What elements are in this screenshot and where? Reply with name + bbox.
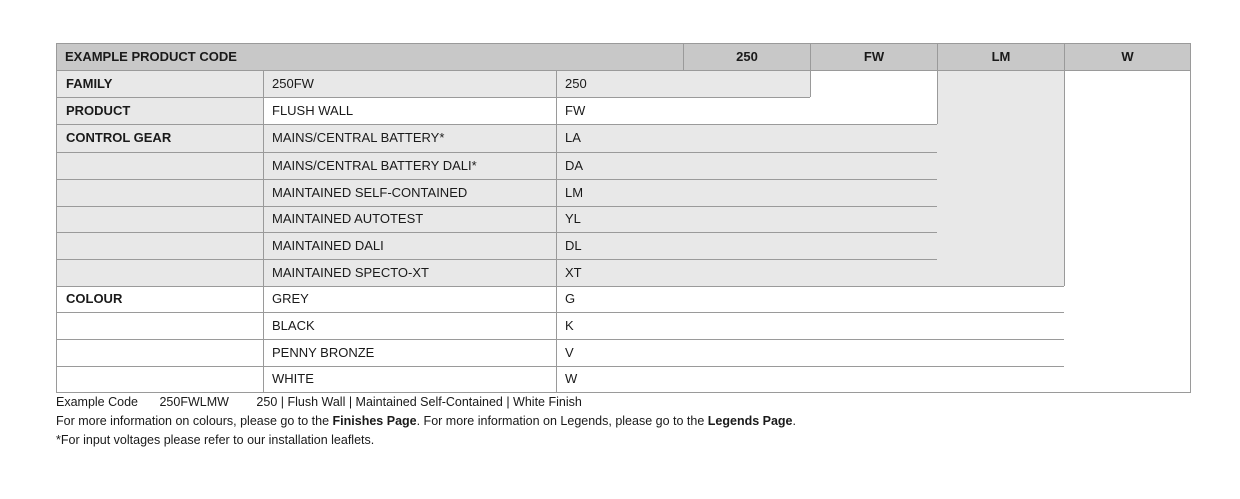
option-name: MAINTAINED SPECTO-XT bbox=[272, 265, 429, 280]
header-code-lm: LM bbox=[937, 43, 1064, 71]
option-name: FLUSH WALL bbox=[272, 103, 354, 118]
example-code-line bbox=[56, 395, 582, 409]
option-code: DL bbox=[565, 238, 582, 253]
option-code: YL bbox=[565, 211, 581, 226]
group-label bbox=[57, 313, 66, 339]
row-line-4 bbox=[57, 179, 937, 180]
option-name: WHITE bbox=[272, 371, 314, 386]
option-code: G bbox=[565, 291, 576, 306]
group-label bbox=[57, 260, 66, 286]
option-code: LM bbox=[565, 185, 584, 200]
header-code-fw: FW bbox=[810, 43, 937, 71]
group-label bbox=[57, 233, 66, 259]
example-code-label: Example Code bbox=[56, 395, 138, 409]
group-label: CONTROL GEAR bbox=[66, 130, 172, 145]
code-table-frame bbox=[56, 43, 1191, 393]
group-label: PRODUCT bbox=[66, 103, 131, 118]
finishes-page-link[interactable]: Finishes Page bbox=[332, 414, 417, 428]
group-label bbox=[57, 153, 66, 179]
option-code: V bbox=[565, 345, 574, 360]
option-name: MAINS/CENTRAL BATTERY* bbox=[272, 130, 445, 145]
legends-page-link[interactable]: Legends Page bbox=[707, 414, 793, 428]
control-end-divider bbox=[1064, 71, 1065, 286]
row-line-3 bbox=[57, 152, 937, 153]
info-line bbox=[56, 414, 796, 428]
row-line-2 bbox=[57, 124, 937, 125]
option-name: PENNY BRONZE bbox=[272, 345, 375, 360]
group-label: COLOUR bbox=[66, 291, 123, 306]
option-code: FW bbox=[565, 103, 586, 118]
info-text-1: For more information on colours, please go to the bbox=[56, 414, 333, 428]
header-code-250: 250 bbox=[683, 43, 810, 71]
option-code: W bbox=[565, 371, 578, 386]
option-code: K bbox=[565, 318, 574, 333]
family-end-divider bbox=[810, 71, 811, 97]
option-name: MAINTAINED AUTOTEST bbox=[272, 211, 424, 226]
row-line-6 bbox=[57, 232, 937, 233]
option-code: DA bbox=[565, 158, 584, 173]
example-code-description: 250 | Flush Wall | Maintained Self-Contained | White Finish bbox=[256, 395, 582, 409]
option-name: GREY bbox=[272, 291, 309, 306]
example-code-value: 250FWLMW bbox=[159, 395, 229, 409]
group-label bbox=[57, 206, 66, 232]
group-label bbox=[57, 340, 66, 366]
row-line-5 bbox=[57, 206, 937, 207]
option-name: MAINS/CENTRAL BATTERY DALI* bbox=[272, 158, 477, 173]
option-name: MAINTAINED SELF-CONTAINED bbox=[272, 185, 468, 200]
group-label bbox=[57, 180, 66, 206]
option-code: XT bbox=[565, 265, 582, 280]
option-code: 250 bbox=[565, 76, 587, 91]
group-label bbox=[57, 366, 66, 392]
info-text-2: . For more information on Legends, please go to the bbox=[416, 414, 708, 428]
header-title: EXAMPLE PRODUCT CODE bbox=[65, 49, 237, 64]
group-label: FAMILY bbox=[66, 76, 113, 91]
header-code-w: W bbox=[1064, 43, 1190, 71]
info-text-3: . bbox=[792, 414, 796, 428]
row-line-1 bbox=[57, 97, 810, 98]
product-end-divider bbox=[937, 71, 938, 124]
option-name: 250FW bbox=[272, 76, 314, 91]
row-line-7 bbox=[57, 259, 937, 260]
option-name: MAINTAINED DALI bbox=[272, 238, 384, 253]
voltage-note: *For input voltages please refer to our installation leaflets. bbox=[56, 433, 375, 447]
option-code: LA bbox=[565, 130, 581, 145]
option-name: BLACK bbox=[272, 318, 315, 333]
